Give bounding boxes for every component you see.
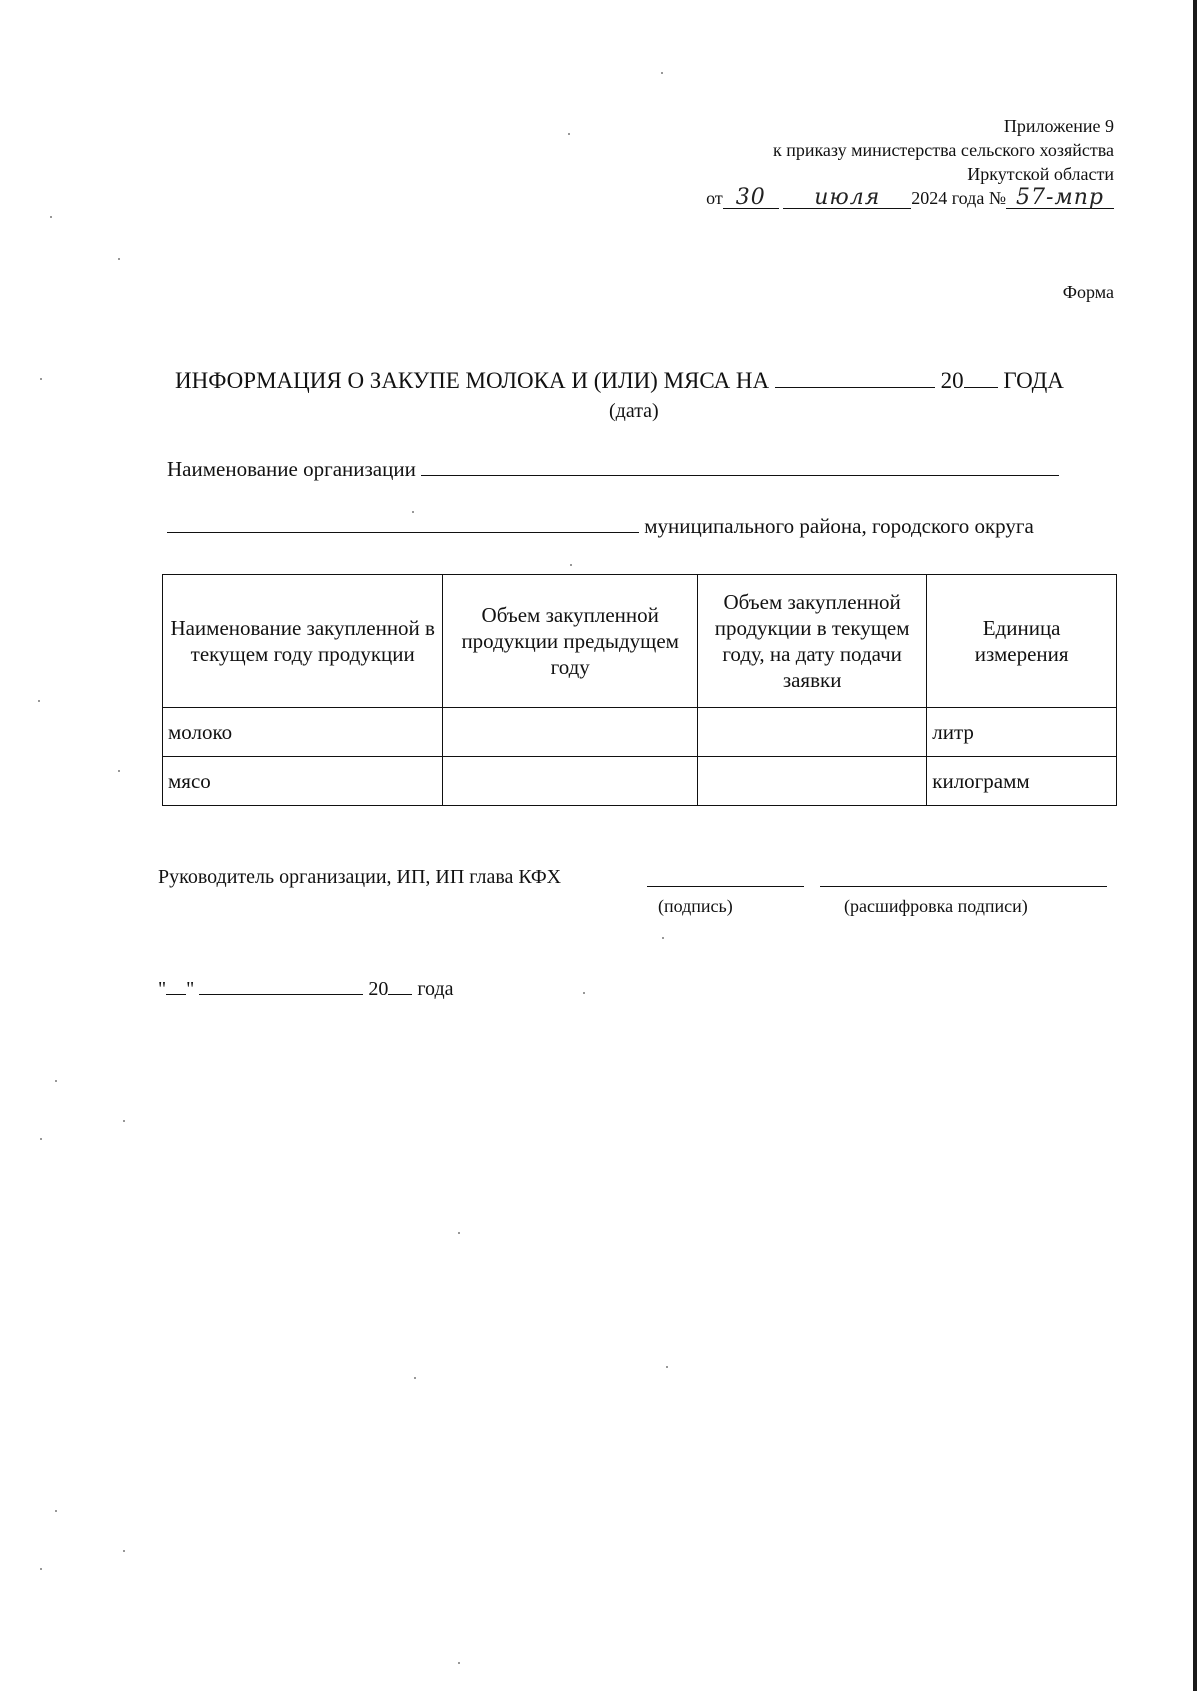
cell-product: молоко	[163, 708, 443, 757]
signature-caption: (подпись)	[658, 896, 733, 916]
date-prefix: от	[706, 188, 723, 208]
scan-speck	[583, 992, 585, 994]
cell-product: мясо	[163, 757, 443, 806]
order-date-line	[514, 186, 1114, 210]
title-date-blank[interactable]	[775, 367, 935, 388]
scan-speck	[40, 378, 42, 380]
cell-prev-volume[interactable]	[443, 757, 698, 806]
title-year-prefix: 20	[940, 368, 964, 393]
signature-field[interactable]	[647, 886, 804, 887]
appendix-header	[514, 114, 1114, 210]
open-quote: "	[158, 978, 167, 1000]
scan-speck	[570, 564, 572, 566]
purchase-table	[162, 574, 1117, 806]
order-month: июля	[783, 188, 911, 209]
header-product: Наименование закупленной в текущем году продукции	[163, 575, 443, 708]
signing-day-field[interactable]	[166, 976, 186, 995]
scan-speck	[662, 937, 664, 939]
scan-speck	[55, 1080, 57, 1082]
signing-month-field[interactable]	[199, 976, 363, 995]
signing-year-suffix: года	[417, 978, 454, 1000]
scan-speck	[123, 1550, 125, 1552]
scan-speck	[40, 1568, 42, 1570]
table-header-row	[163, 575, 1117, 708]
header-current-volume: Объем закупленной продукции в текущем году, на дату подачи заявки	[698, 575, 927, 708]
scan-speck	[118, 258, 120, 260]
scan-speck	[666, 1366, 668, 1368]
scan-speck	[661, 72, 663, 74]
scan-speck	[414, 1377, 416, 1379]
title-text: ИНФОРМАЦИЯ О ЗАКУПЕ МОЛОКА И (ИЛИ) МЯСА НА	[175, 368, 770, 393]
page-title	[175, 367, 1105, 394]
org-name-line	[167, 455, 1059, 482]
district-line	[167, 512, 1034, 539]
table-row	[163, 708, 1117, 757]
scan-speck	[458, 1232, 460, 1234]
signing-year-field[interactable]	[388, 976, 412, 995]
close-quote: "	[186, 978, 195, 1000]
scan-speck	[38, 700, 40, 702]
table-row	[163, 757, 1117, 806]
appendix-region: Иркутской области	[967, 164, 1114, 184]
scan-edge-line	[1193, 0, 1197, 1691]
signature-decode-field[interactable]	[820, 886, 1107, 887]
scan-speck	[55, 1510, 57, 1512]
cell-unit: литр	[927, 708, 1117, 757]
cell-unit: килограмм	[927, 757, 1117, 806]
scan-speck	[458, 1662, 460, 1664]
org-name-field[interactable]	[421, 455, 1059, 476]
title-year-suffix: ГОДА	[1003, 368, 1064, 393]
scan-speck	[123, 1120, 125, 1122]
form-label: Форма	[1062, 282, 1114, 302]
date-caption: (дата)	[609, 400, 659, 422]
order-day: 30	[723, 188, 779, 209]
signing-date-line	[158, 976, 454, 1001]
org-name-label: Наименование организации	[167, 457, 416, 481]
order-year: 2024 года №	[911, 188, 1006, 208]
district-field[interactable]	[167, 512, 639, 533]
head-signature-label: Руководитель организации, ИП, ИП глава КФХ	[158, 866, 562, 888]
signature-decode-caption: (расшифровка подписи)	[844, 896, 1028, 916]
cell-current-volume[interactable]	[698, 708, 927, 757]
appendix-number: Приложение 9	[1003, 116, 1114, 136]
header-unit: Единица измерения	[927, 575, 1117, 708]
district-label: муниципального района, городского округа	[644, 514, 1034, 538]
cell-prev-volume[interactable]	[443, 708, 698, 757]
title-year-blank[interactable]	[964, 367, 998, 388]
header-prev-volume: Объем закупленной продукции предыдущем году	[443, 575, 698, 708]
scan-speck	[50, 216, 52, 218]
scan-speck	[40, 1138, 42, 1140]
order-number: 57-мпр	[1006, 188, 1114, 209]
cell-current-volume[interactable]	[698, 757, 927, 806]
scan-speck	[118, 770, 120, 772]
appendix-order-ref: к приказу министерства сельского хозяйства	[772, 140, 1114, 160]
signing-year-prefix: 20	[368, 978, 389, 1000]
